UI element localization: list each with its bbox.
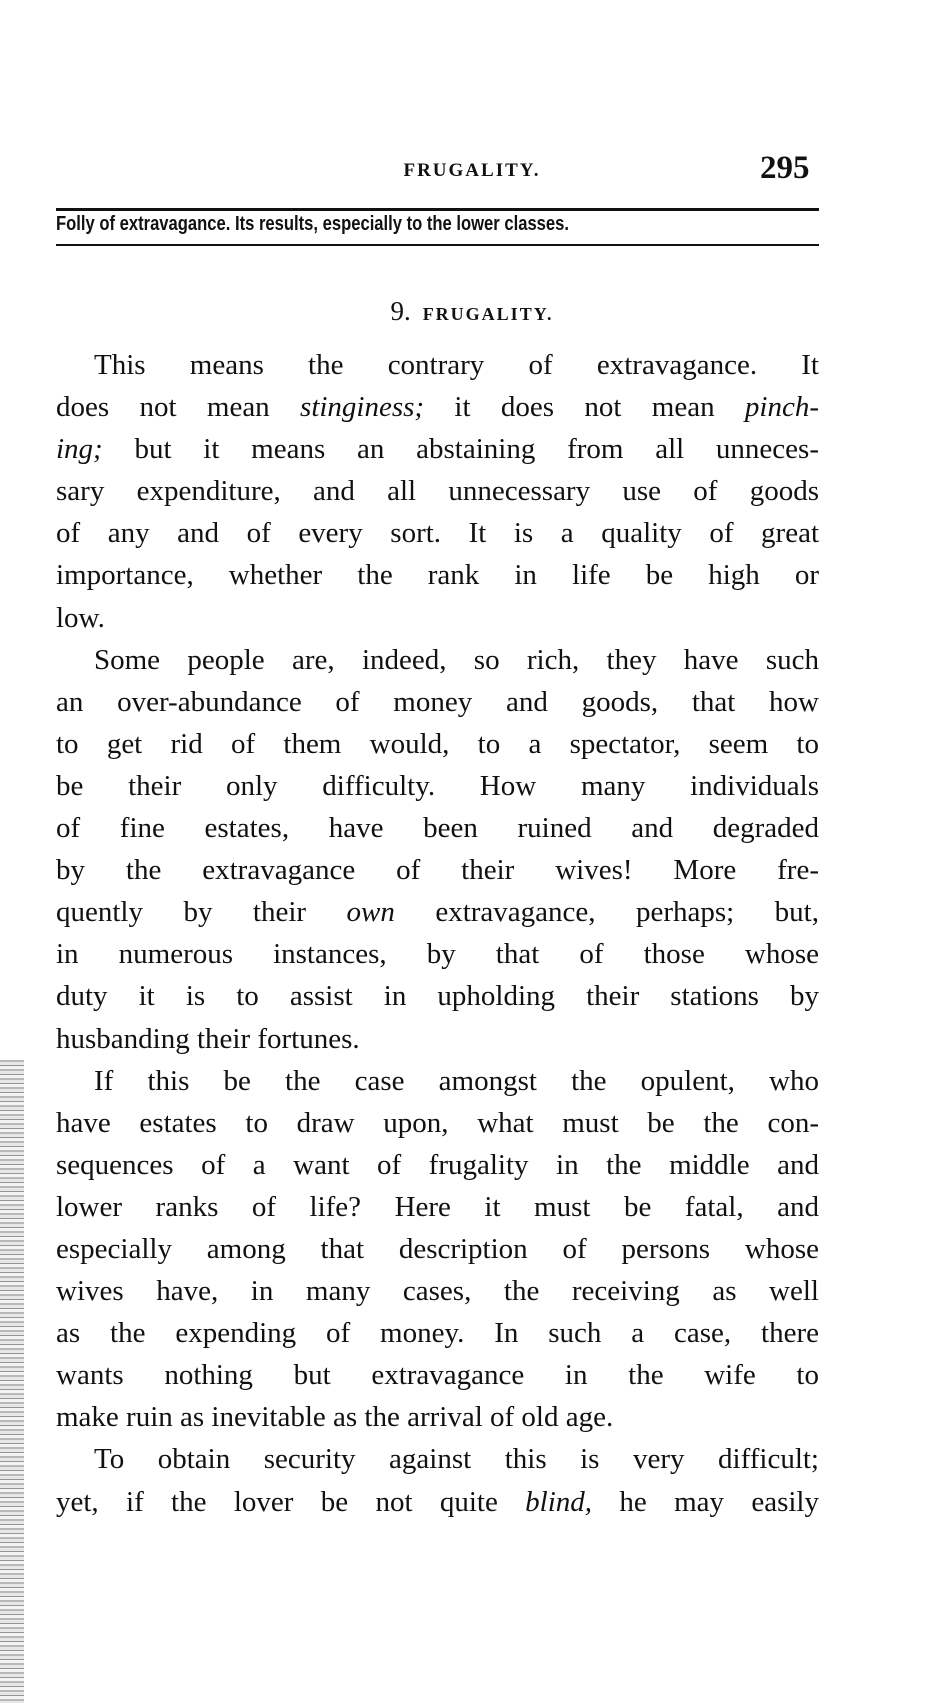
text-segment: of any and of every sort. It is a quality of great [56, 517, 819, 550]
section-heading [0, 296, 944, 327]
text-line [56, 765, 819, 807]
top-rule [56, 208, 819, 211]
text-segment: but it means an abstaining from all unneces- [102, 433, 819, 466]
text-line [56, 1144, 819, 1186]
bottom-rule [56, 244, 819, 246]
italic-text: blind, [525, 1485, 593, 1518]
text-segment: wants nothing but extravagance in the wife to [56, 1359, 819, 1392]
text-line [56, 1354, 819, 1396]
section-number: 9. [390, 296, 411, 326]
text-segment: of fine estates, have been ruined and degraded [56, 812, 819, 845]
text-line [56, 849, 819, 891]
text-segment: husbanding their fortunes. [56, 1022, 360, 1055]
text-segment: Some people are, indeed, so rich, they have such [94, 643, 819, 676]
text-line [56, 891, 819, 933]
text-segment: he may easily [592, 1485, 819, 1518]
running-title: FRUGALITY. [403, 160, 541, 181]
text-line [56, 1396, 819, 1438]
text-segment: sary expenditure, and all unnecessary use of goods [56, 475, 819, 508]
text-segment: by the extravagance of their wives! More fre- [56, 854, 819, 887]
text-segment: low. [56, 601, 105, 634]
text-segment: importance, whether the rank in life be high or [56, 559, 819, 592]
text-line [56, 1312, 819, 1354]
body-text [56, 344, 819, 1523]
text-segment: be their only difficulty. How many individuals [56, 769, 819, 802]
text-segment: yet, if the lover be not quite [56, 1485, 526, 1518]
text-segment: quently by their [56, 896, 347, 929]
text-line [56, 1102, 819, 1144]
text-segment: in numerous instances, by that of those whose [56, 938, 819, 971]
text-line [56, 386, 819, 428]
scan-edge-artifact [0, 1060, 24, 1703]
text-segment: duty it is to assist in upholding their stations by [56, 980, 819, 1013]
text-segment: wives have, in many cases, the receiving as well [56, 1275, 819, 1308]
italic-text: own [346, 896, 395, 929]
section-title: FRUGALITY. [422, 304, 554, 324]
text-line [56, 597, 819, 639]
text-line [56, 1228, 819, 1270]
text-line [56, 807, 819, 849]
text-segment: especially among that description of persons whose [56, 1232, 819, 1265]
page-number: 295 [760, 150, 810, 186]
text-line [56, 554, 819, 596]
text-segment: make ruin as inevitable as the arrival of old age. [56, 1401, 614, 1434]
text-line [56, 639, 819, 681]
text-segment: lower ranks of life? Here it must be fatal, and [56, 1190, 819, 1223]
text-segment: it does not mean [424, 391, 745, 424]
text-line [56, 344, 819, 386]
text-segment: as the expending of money. In such a case, there [56, 1317, 819, 1350]
text-segment: to get rid of them would, to a spectator, seem to [56, 727, 819, 760]
text-line [56, 428, 819, 470]
text-segment: If this be the case amongst the opulent, who [94, 1064, 819, 1097]
text-line [56, 681, 819, 723]
text-line [56, 1270, 819, 1312]
text-line [56, 975, 819, 1017]
text-line [56, 1018, 819, 1060]
text-line [56, 1060, 819, 1102]
page-summary: Folly of extravagance. Its results, especially to the lower classes. [56, 213, 569, 235]
italic-text: ing; [56, 433, 103, 466]
italic-text: stinginess; [300, 391, 425, 424]
text-segment: This means the contrary of extravagance. It [94, 349, 819, 381]
text-segment: have estates to draw upon, what must be the con- [56, 1106, 819, 1139]
text-line [56, 1438, 819, 1480]
italic-text: pinch- [744, 391, 819, 424]
text-line [56, 723, 819, 765]
text-line [56, 933, 819, 975]
text-segment: does not mean [56, 391, 301, 424]
text-segment: extravagance, perhaps; but, [394, 896, 819, 929]
text-line [56, 1186, 819, 1228]
text-line [56, 470, 819, 512]
text-segment: an over-abundance of money and goods, that how [56, 685, 819, 718]
text-line [56, 512, 819, 554]
text-line [56, 1481, 819, 1523]
text-segment: To obtain security against this is very difficult; [94, 1443, 819, 1476]
text-segment: sequences of a want of frugality in the middle and [56, 1148, 819, 1181]
